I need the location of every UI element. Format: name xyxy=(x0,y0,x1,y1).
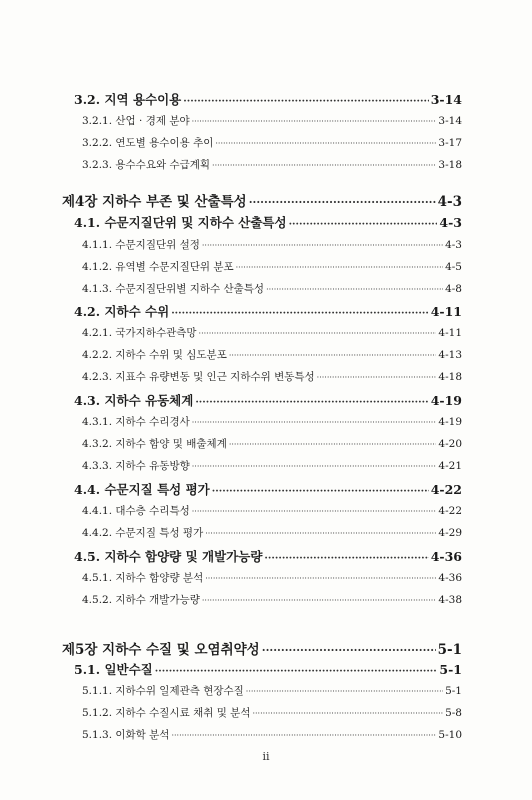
toc-entry[interactable] xyxy=(82,727,462,742)
toc-page-number: 4-18 xyxy=(438,371,462,383)
toc-entry[interactable] xyxy=(82,281,462,296)
toc-label: 4.1. 수문지질단위 및 지하수 산출특성 xyxy=(74,215,287,230)
toc-label: 3.2.2. 연도별 용수이용 추이 xyxy=(82,137,214,149)
toc-page-number: 4-22 xyxy=(438,505,462,517)
toc-page-number: 4-36 xyxy=(430,549,462,564)
toc-entry[interactable] xyxy=(82,414,462,429)
toc-page-number: 4-11 xyxy=(438,327,462,339)
toc-label: 4.5. 지하수 함양량 및 개발가능량 xyxy=(74,549,263,564)
leader-dots xyxy=(236,263,443,272)
toc-page-number: 4-19 xyxy=(438,416,462,428)
toc-page-number: 3-14 xyxy=(438,115,462,127)
toc-entry[interactable] xyxy=(74,391,462,409)
toc-page-number: 5-1 xyxy=(437,642,462,658)
toc-label: 5.1.2. 지하수 수질시료 채취 및 분석 xyxy=(82,707,251,719)
toc-label: 4.2.2. 지하수 수위 및 심도분포 xyxy=(82,349,227,361)
toc-label: 4.5.2. 지하수 개발가능량 xyxy=(82,594,200,606)
toc-entry[interactable] xyxy=(74,302,462,320)
leader-dots xyxy=(192,418,437,427)
toc-entry[interactable] xyxy=(82,135,462,150)
toc-label: 4.2. 지하수 수위 xyxy=(74,304,170,319)
toc-chapter-entry[interactable] xyxy=(62,638,462,658)
toc-entry[interactable] xyxy=(82,157,462,172)
toc-label: 4.3.3. 지하수 유동방향 xyxy=(82,460,190,472)
leader-dots xyxy=(264,553,428,564)
toc-page-number: 4-22 xyxy=(430,482,462,497)
leader-dots xyxy=(289,219,438,230)
leader-dots xyxy=(155,666,438,677)
toc-page-number: 4-3 xyxy=(445,239,462,251)
toc-entry[interactable] xyxy=(82,347,462,362)
leader-dots xyxy=(212,161,436,170)
toc-entry[interactable] xyxy=(74,213,462,231)
toc-entry[interactable] xyxy=(82,570,462,585)
leader-dots xyxy=(205,574,436,583)
toc-page-number: 4-38 xyxy=(438,594,462,606)
leader-dots xyxy=(192,117,437,126)
toc-label: 3.2.3. 용수수요와 수급계획 xyxy=(82,159,211,171)
leader-dots xyxy=(229,351,437,360)
leader-dots xyxy=(183,96,428,107)
toc-page-number: 4-36 xyxy=(438,572,462,584)
toc-chapter-entry[interactable] xyxy=(62,190,462,210)
leader-dots xyxy=(249,196,436,209)
toc-page-number: 4-13 xyxy=(438,349,462,361)
toc-label: 4.1.1. 수문지질단위 설정 xyxy=(82,239,200,251)
toc-entry[interactable] xyxy=(82,592,462,607)
toc-page-number: 5-10 xyxy=(438,729,462,741)
toc-label: 4.2.3. 지표수 유량변동 및 인근 지하수위 변동특성 xyxy=(82,371,315,383)
toc-page-number: 3-17 xyxy=(438,137,462,149)
toc-label: 4.3.2. 지하수 함양 및 배출체계 xyxy=(82,438,227,450)
leader-dots xyxy=(205,529,436,538)
toc-entry[interactable] xyxy=(82,436,462,451)
toc-page-number: 3-18 xyxy=(438,159,462,171)
toc-entry[interactable] xyxy=(82,369,462,384)
leader-dots xyxy=(192,507,437,516)
leader-dots xyxy=(202,596,437,605)
toc-label: 5.1. 일반수질 xyxy=(74,662,153,677)
toc-entry[interactable] xyxy=(82,259,462,274)
toc-page-number: 3-14 xyxy=(430,92,462,107)
toc-label: 4.4.1. 대수층 수리특성 xyxy=(82,505,190,517)
leader-dots xyxy=(262,644,436,657)
leader-dots xyxy=(192,462,437,471)
toc-label: 3.2. 지역 용수이용 xyxy=(74,92,182,107)
toc-page-number: 4-20 xyxy=(438,438,462,450)
toc-page-number: 5-1 xyxy=(439,662,462,677)
toc-label: 4.1.3. 수문지질단위별 지하수 산출특성 xyxy=(82,283,265,295)
leader-dots xyxy=(266,285,443,294)
leader-dots xyxy=(215,139,436,148)
toc-entry[interactable] xyxy=(82,705,462,720)
leader-dots xyxy=(195,397,428,408)
toc-page-number: 4-5 xyxy=(445,261,462,273)
toc-entry[interactable] xyxy=(82,325,462,340)
toc-label: 5.1.3. 이화학 분석 xyxy=(82,729,170,741)
toc-label: 제4장 지하수 부존 및 산출특성 xyxy=(62,194,247,210)
toc-label: 제5장 지하수 수질 및 오염취약성 xyxy=(62,642,260,658)
toc-entry[interactable] xyxy=(74,547,462,565)
leader-dots xyxy=(229,440,437,449)
toc-page-number: 4-3 xyxy=(439,215,462,230)
toc-entry[interactable] xyxy=(82,683,462,698)
toc-entry[interactable] xyxy=(82,525,462,540)
toc-entry[interactable] xyxy=(82,113,462,128)
leader-dots xyxy=(202,241,443,250)
toc-page-number: 4-11 xyxy=(430,304,462,319)
leader-dots xyxy=(317,373,437,382)
toc-label: 4.2.1. 국가지하수관측망 xyxy=(82,327,197,339)
leader-dots xyxy=(199,329,437,338)
toc-label: 4.1.2. 유역별 수문지질단위 분포 xyxy=(82,261,234,273)
toc-entry[interactable] xyxy=(74,480,462,498)
toc-page-number: 4-8 xyxy=(445,283,462,295)
toc-label: 4.5.1. 지하수 함양량 분석 xyxy=(82,572,204,584)
toc-page-number: 5-8 xyxy=(445,707,462,719)
toc-label: 3.2.1. 산업 · 경제 분야 xyxy=(82,115,190,127)
toc-entry[interactable] xyxy=(82,237,462,252)
page-folio: ii xyxy=(262,750,270,763)
toc-label: 4.3. 지하수 유동체계 xyxy=(74,393,194,408)
toc-page-number: 4-21 xyxy=(438,460,462,472)
toc-entry[interactable] xyxy=(82,458,462,473)
toc-entry[interactable] xyxy=(74,660,462,678)
leader-dots xyxy=(171,308,429,319)
toc-page-number: 4-29 xyxy=(438,527,462,539)
leader-dots xyxy=(252,709,443,718)
toc-entry[interactable] xyxy=(74,90,462,108)
toc-page-number: 4-19 xyxy=(430,393,462,408)
toc-entry[interactable] xyxy=(82,503,462,518)
leader-dots xyxy=(212,486,429,497)
toc-label: 4.4.2. 수문지질 특성 평가 xyxy=(82,527,204,539)
toc-label: 5.1.1. 지하수위 일제관측 현장수질 xyxy=(82,685,244,697)
leader-dots xyxy=(246,687,443,696)
toc-page-number: 5-1 xyxy=(445,685,462,697)
leader-dots xyxy=(171,731,436,740)
toc-label: 4.3.1. 지하수 수리경사 xyxy=(82,416,190,428)
toc-label: 4.4. 수문지질 특성 평가 xyxy=(74,482,210,497)
toc-page-number: 4-3 xyxy=(437,194,462,210)
